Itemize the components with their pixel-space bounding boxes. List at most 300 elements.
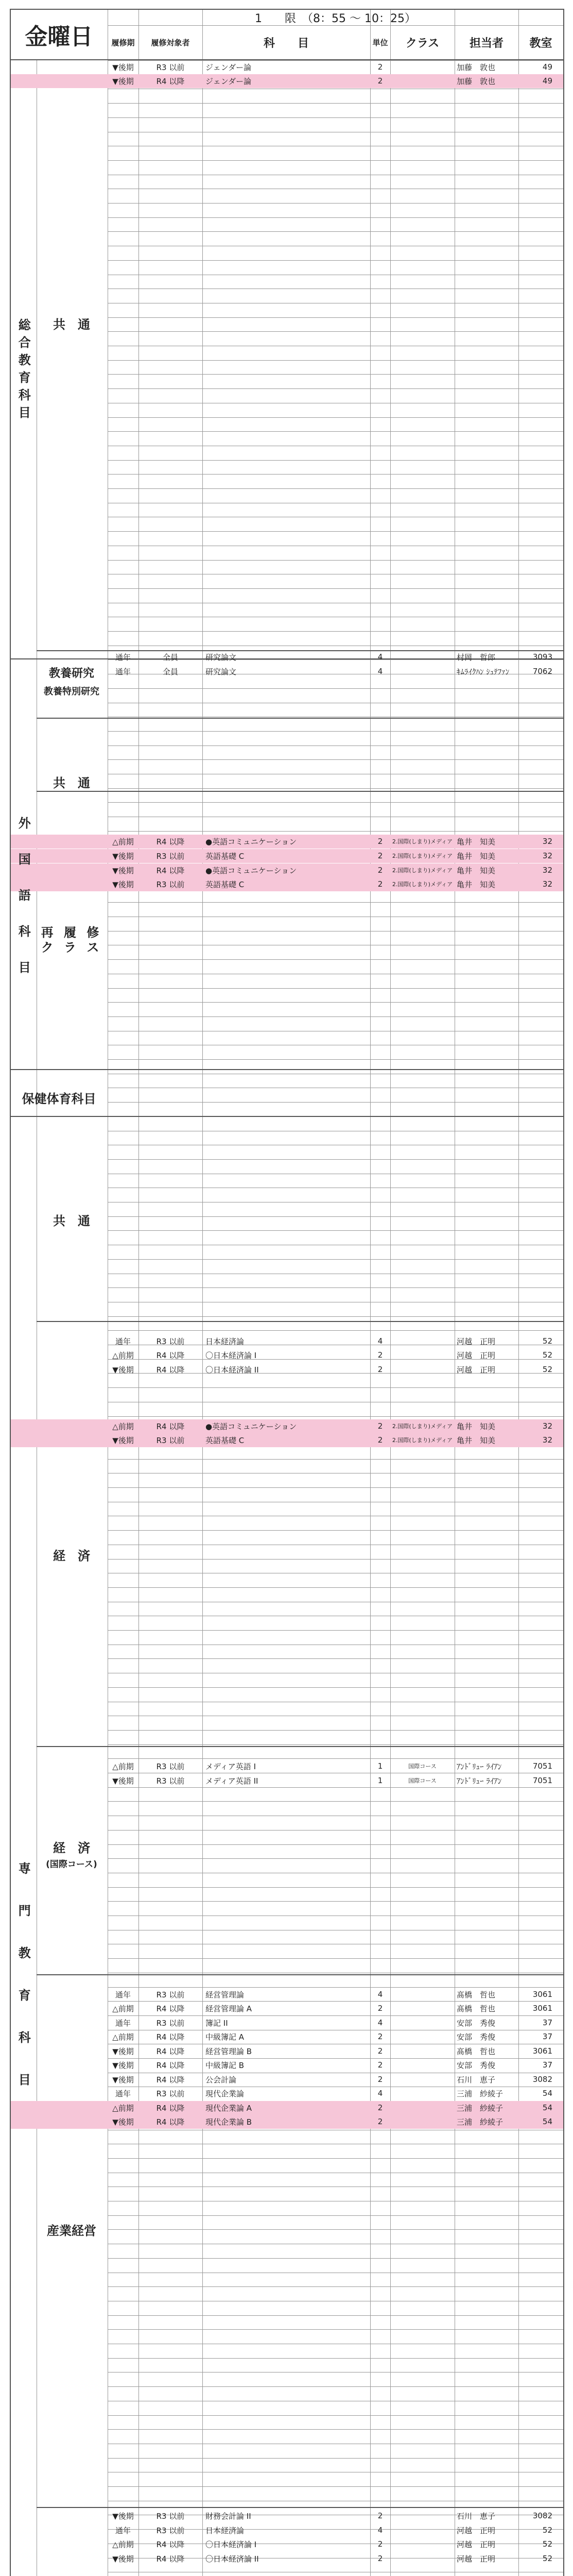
class-cell (390, 2115, 455, 2129)
row-line (108, 802, 563, 803)
course-row (11, 2509, 563, 2523)
row-line (108, 2415, 563, 2416)
course-row (11, 1348, 563, 1362)
term-cell: ▼後期 (112, 76, 134, 86)
subject-cell: ●英語コミュニケーション (205, 1421, 297, 1431)
room-cell: 3082 (532, 2075, 552, 2084)
units-cell: 1 (377, 1761, 383, 1771)
room-cell: 54 (542, 2103, 552, 2113)
target-cell: R4 以降 (156, 2554, 185, 2564)
units-cell: 2 (377, 2060, 383, 2070)
row-line (108, 1230, 563, 1231)
course-row (11, 74, 563, 88)
room-cell: 32 (542, 851, 552, 861)
row-line (108, 1801, 563, 1802)
subject-cell: 〇日本経済論 I (205, 1350, 257, 1360)
teacher-cell: 髙橋 哲也 (457, 2004, 496, 2013)
class-cell (390, 2073, 455, 2087)
class-cell (390, 2030, 455, 2044)
subject-cell: 〇日本経済論 II (205, 1365, 259, 1375)
subsection-divider (37, 791, 564, 792)
class-cell (390, 1334, 455, 1348)
course-row (11, 2115, 563, 2129)
teacher-cell: 村岡 哲郎 (457, 652, 496, 662)
row-line (108, 2158, 563, 2159)
row-line (108, 2386, 563, 2387)
course-row (11, 1759, 563, 1773)
class-cell: 2.国際(しまり)メディア (392, 838, 453, 845)
units-cell: 2 (377, 2004, 383, 2013)
term-cell: 通年 (115, 1336, 131, 1346)
category-general: 総合教育科目 (16, 318, 31, 423)
sub-management: 産業経営 (47, 2223, 96, 2238)
teacher-cell: 安部 秀俊 (457, 2018, 496, 2028)
units-cell: 2 (377, 2103, 383, 2113)
row-line (108, 2258, 563, 2259)
course-row (11, 2044, 563, 2058)
sub-general-research: 教養研究 (48, 667, 94, 680)
term-cell: 通年 (115, 667, 131, 676)
category-pe: 保健体育科目 (22, 1091, 96, 1106)
units-cell: 4 (377, 2089, 383, 2098)
teacher-cell: 河越 正明 (457, 2539, 496, 2549)
term-cell: △前期 (112, 2103, 134, 2113)
room-cell: 3061 (532, 1990, 552, 1999)
teacher-cell: ｷﾑﾗｲｸﾊﾝ ｼｭﾃﾌｧﾝ (457, 667, 510, 676)
term-cell: 通年 (115, 1990, 131, 1999)
row-line (108, 1730, 563, 1731)
row-line (108, 588, 563, 589)
column-line (370, 10, 371, 2576)
course-row (11, 849, 563, 863)
room-cell: 7051 (532, 1761, 552, 1771)
row-line (108, 902, 563, 903)
target-cell: R4 以降 (156, 2117, 185, 2127)
teacher-cell: 石川 恵子 (457, 2075, 496, 2084)
column-line (138, 10, 139, 2576)
row-line (108, 1587, 563, 1588)
class-cell: 2.国際(しまり)メディア (392, 853, 453, 860)
row-line (108, 160, 563, 161)
term-cell: ▼後期 (112, 2075, 134, 2084)
row-line (108, 560, 563, 561)
column-line (202, 10, 203, 2576)
term-cell: ▼後期 (112, 2060, 134, 2070)
class-cell (390, 2509, 455, 2523)
row-line (108, 388, 563, 389)
row-line (108, 1330, 563, 1331)
teacher-cell: 亀井 知美 (457, 866, 496, 875)
row-line (108, 2429, 563, 2430)
target-cell: 全員 (162, 667, 178, 676)
room-cell: 52 (542, 1336, 552, 1346)
row-line (108, 2358, 563, 2359)
room-cell: 7051 (532, 1776, 552, 1786)
units-cell: 2 (377, 1421, 383, 1431)
room-cell: 32 (542, 837, 552, 846)
course-row (11, 1334, 563, 1348)
class-cell (390, 2087, 455, 2100)
room-cell: 3061 (532, 2046, 552, 2056)
row-line (108, 745, 563, 746)
period-header: 1 限 （8：55 〜 10：25） (255, 12, 416, 25)
subsection-divider (37, 1321, 564, 1322)
row-line (108, 360, 563, 361)
target-cell: R4 以降 (156, 2103, 185, 2113)
room-cell: 37 (542, 2018, 552, 2028)
row-line (108, 2329, 563, 2330)
term-cell: △前期 (112, 2539, 134, 2549)
class-cell (390, 2002, 455, 2015)
target-cell: R3 以前 (156, 1761, 185, 1771)
course-row (11, 650, 563, 664)
row-line (108, 2229, 563, 2230)
units-cell: 2 (377, 1435, 383, 1445)
row-line (108, 531, 563, 532)
target-cell: R4 以降 (156, 1350, 185, 1360)
room-cell: 7062 (532, 667, 552, 676)
units-cell: 2 (377, 62, 383, 72)
row-line (108, 1459, 563, 1460)
row-line (108, 631, 563, 632)
subject-cell: 公会計論 (205, 2075, 237, 2084)
row-line (108, 2286, 563, 2287)
class-cell (390, 74, 455, 88)
teacher-cell: 安部 秀俊 (457, 2032, 496, 2042)
col-teacher: 担当者 (469, 37, 503, 50)
sub-major-common: 共 通 (53, 1213, 90, 1228)
row-line (108, 317, 563, 318)
row-line (108, 1016, 563, 1017)
row-line (108, 831, 563, 832)
course-row (11, 835, 563, 849)
class-cell (390, 665, 455, 679)
course-row (11, 2073, 563, 2087)
row-line (108, 1687, 563, 1688)
row-line (108, 1630, 563, 1631)
room-cell: 32 (542, 1421, 552, 1431)
row-line (108, 788, 563, 789)
day-title: 金曜日 (25, 24, 93, 50)
category-foreign: 外国語科目 (16, 817, 31, 997)
row-line (108, 759, 563, 760)
sub-economics-intl: 経 済 (53, 1840, 90, 1855)
target-cell: R4 以降 (156, 866, 185, 875)
teacher-cell: 亀井 知美 (457, 851, 496, 861)
teacher-cell: 河越 正明 (457, 1350, 496, 1360)
class-cell (390, 2537, 455, 2551)
target-cell: R3 以前 (156, 2526, 185, 2535)
subject-cell: ジェンダー論 (205, 76, 252, 86)
course-row (11, 2101, 563, 2115)
target-cell: R4 以降 (156, 2539, 185, 2549)
room-cell: 37 (542, 2032, 552, 2042)
row-line (108, 1059, 563, 1060)
target-cell: R3 以前 (156, 1990, 185, 1999)
class-cell (390, 1363, 455, 1377)
units-cell: 4 (377, 2018, 383, 2028)
subject-cell: 英語基礎 C (205, 851, 245, 861)
units-cell: 2 (377, 837, 383, 846)
term-cell: △前期 (112, 837, 134, 846)
units-cell: 2 (377, 879, 383, 889)
row-line (108, 988, 563, 989)
target-cell: R3 以前 (156, 851, 185, 861)
row-line (108, 431, 563, 432)
target-cell: R4 以降 (156, 1421, 185, 1431)
units-cell: 2 (377, 2046, 383, 2056)
term-cell: ▼後期 (112, 2117, 134, 2127)
teacher-cell: ｱﾝﾄﾞﾘｭｰ ﾗｲｱﾝ (457, 1776, 502, 1786)
target-cell: R4 以降 (156, 2060, 185, 2070)
subject-cell: 財務会計論 II (205, 2511, 251, 2521)
sub-general-common: 共 通 (53, 317, 90, 332)
units-cell: 2 (377, 2511, 383, 2521)
teacher-cell: 加藤 敦也 (457, 76, 496, 86)
room-cell: 3082 (532, 2511, 552, 2521)
course-row (11, 877, 563, 891)
term-cell: ▼後期 (112, 879, 134, 889)
term-cell: ▼後期 (112, 851, 134, 861)
teacher-cell: 河越 正明 (457, 1365, 496, 1375)
sub-general-research-special: 教養特別研究 (44, 686, 99, 698)
target-cell: R3 以前 (156, 2511, 185, 2521)
class-cell (390, 2044, 455, 2058)
units-cell: 2 (377, 1350, 383, 1360)
target-cell: R4 以降 (156, 1365, 185, 1375)
column-line (390, 10, 391, 2576)
course-row (11, 2552, 563, 2566)
subject-cell: 簿記 II (205, 2018, 228, 2028)
term-cell: ▼後期 (112, 2046, 134, 2056)
room-cell: 52 (542, 1350, 552, 1360)
subject-cell: ●英語コミュニケーション (205, 866, 297, 875)
units-cell: 2 (377, 2075, 383, 2084)
course-row (11, 1363, 563, 1377)
sub-economics: 経 済 (53, 1548, 90, 1563)
teacher-cell: 髙橋 哲也 (457, 1990, 496, 1999)
subject-cell: 中級簿記 B (205, 2060, 245, 2070)
room-cell: 52 (542, 2526, 552, 2535)
class-cell: 国際コース (408, 1763, 437, 1770)
term-cell: 通年 (115, 2089, 131, 2098)
course-row (11, 2087, 563, 2100)
term-cell: △前期 (112, 1421, 134, 1431)
row-line (108, 1287, 563, 1288)
timetable-grid (10, 9, 564, 2576)
sub-foreign-common: 共 通 (53, 775, 90, 790)
row-line (108, 2315, 563, 2316)
course-row (11, 2030, 563, 2044)
row-line (108, 1559, 563, 1560)
room-cell: 49 (542, 62, 552, 72)
class-cell (390, 2101, 455, 2115)
class-cell (390, 650, 455, 664)
units-cell: 2 (377, 866, 383, 875)
room-cell: 52 (542, 2539, 552, 2549)
units-cell: 4 (377, 1336, 383, 1346)
subject-cell: ジェンダー論 (205, 62, 252, 72)
target-cell: R4 以降 (156, 2075, 185, 2084)
row-line (108, 1830, 563, 1831)
teacher-cell: 河越 正明 (457, 1336, 496, 1346)
subject-cell: 日本経済論 (205, 2526, 245, 2535)
class-cell (390, 60, 455, 74)
target-cell: R4 以降 (156, 2046, 185, 2056)
room-cell: 3061 (532, 2004, 552, 2013)
teacher-cell: 加藤 敦也 (457, 62, 496, 72)
class-cell: 国際コース (408, 1777, 437, 1785)
column-line (518, 10, 519, 2576)
row-line (108, 1316, 563, 1317)
target-cell: R3 以前 (156, 1336, 185, 1346)
term-cell: ▼後期 (112, 2511, 134, 2521)
teacher-cell: 三浦 紗綾子 (457, 2103, 503, 2113)
class-cell (390, 2016, 455, 2030)
units-cell: 4 (377, 667, 383, 676)
col-term: 履修期 (111, 38, 135, 47)
target-cell: R3 以前 (156, 1435, 185, 1445)
term-cell: ▼後期 (112, 1776, 134, 1786)
row-line (108, 331, 563, 332)
course-row (11, 2523, 563, 2537)
row-line (108, 2486, 563, 2487)
row-line (108, 1259, 563, 1260)
subject-cell: 日本経済論 (205, 1336, 245, 1346)
term-cell: 通年 (115, 2018, 131, 2028)
teacher-cell: 亀井 知美 (457, 837, 496, 846)
class-cell (390, 2523, 455, 2537)
col-target: 履修対象者 (151, 38, 190, 47)
class-cell: 2.国際(しまり)メディア (392, 867, 453, 874)
sub-foreign-retake: 再 履 修 ク ラ ス (41, 925, 102, 955)
subject-cell: 現代企業論 A (205, 2103, 252, 2113)
teacher-cell: 三浦 紗綾子 (457, 2117, 503, 2127)
class-cell (390, 1348, 455, 1362)
teacher-cell: ｱﾝﾄﾞﾘｭｰ ﾗｲｱﾝ (457, 1761, 502, 1771)
teacher-cell: 亀井 知美 (457, 1421, 496, 1431)
target-cell: R4 以降 (156, 2004, 185, 2013)
class-cell: 2.国際(しまり)メディア (392, 1437, 453, 1444)
row-line (108, 1002, 563, 1003)
subsection-divider (37, 2507, 564, 2508)
section-divider (11, 1069, 564, 1070)
row-line (108, 1530, 563, 1531)
row-line (108, 217, 563, 218)
units-cell: 4 (377, 1990, 383, 1999)
teacher-cell: 河越 正明 (457, 2554, 496, 2564)
term-cell: △前期 (112, 2032, 134, 2042)
units-cell: 2 (377, 1365, 383, 1375)
col-room: 教室 (529, 37, 552, 50)
room-cell: 52 (542, 2554, 552, 2564)
row-line (108, 231, 563, 232)
units-cell: 2 (377, 2539, 383, 2549)
term-cell: △前期 (112, 2004, 134, 2013)
subject-cell: 研究論文 (205, 667, 237, 676)
row-line (108, 1844, 563, 1845)
subject-cell: 経営管理論 (205, 1990, 245, 1999)
teacher-cell: 三浦 紗綾子 (457, 2089, 503, 2098)
subject-cell: 研究論文 (205, 652, 237, 662)
term-cell: ▼後期 (112, 1365, 134, 1375)
units-cell: 4 (377, 2526, 383, 2535)
course-row (11, 1433, 563, 1447)
row-line (108, 959, 563, 960)
units-cell: 2 (377, 2554, 383, 2564)
course-row (11, 863, 563, 877)
row-line (108, 1887, 563, 1888)
target-cell: R4 以降 (156, 76, 185, 86)
target-cell: R4 以降 (156, 2032, 185, 2042)
subject-cell: ●英語コミュニケーション (205, 837, 297, 846)
category-major: 専門教育科目 (16, 1862, 31, 2115)
row-line (108, 1744, 563, 1745)
room-cell: 3093 (532, 652, 552, 662)
units-cell: 2 (377, 2032, 383, 2042)
row-line (108, 1901, 563, 1902)
room-cell: 54 (542, 2117, 552, 2127)
row-line (108, 117, 563, 118)
row-line (108, 2215, 563, 2216)
row-line (108, 1658, 563, 1659)
room-cell: 32 (542, 1435, 552, 1445)
col-units: 単位 (372, 38, 388, 47)
row-line (108, 1487, 563, 1488)
target-cell: 全員 (162, 652, 178, 662)
row-line (108, 1858, 563, 1859)
subject-cell: メディア英語 II (205, 1776, 258, 1786)
row-line (108, 417, 563, 418)
row-line (108, 688, 563, 689)
term-cell: ▼後期 (112, 2554, 134, 2564)
subject-cell: 現代企業論 (205, 2089, 245, 2098)
teacher-cell: 安部 秀俊 (457, 2060, 496, 2070)
row-line (108, 488, 563, 489)
target-cell: R3 以前 (156, 2089, 185, 2098)
units-cell: 2 (377, 2117, 383, 2127)
course-row (11, 2058, 563, 2072)
units-cell: 4 (377, 652, 383, 662)
target-cell: R3 以前 (156, 879, 185, 889)
target-cell: R4 以降 (156, 837, 185, 846)
term-cell: ▼後期 (112, 1435, 134, 1445)
row-line (108, 260, 563, 261)
course-row (11, 60, 563, 74)
course-row (11, 2016, 563, 2030)
course-row (11, 2002, 563, 2015)
room-cell: 52 (542, 1365, 552, 1375)
room-cell: 32 (542, 879, 552, 889)
row-line (108, 1102, 563, 1103)
row-line (108, 460, 563, 461)
subject-cell: 〇日本経済論 I (205, 2539, 257, 2549)
subject-cell: 中級簿記 A (205, 2032, 245, 2042)
section-divider (11, 1116, 564, 1117)
term-cell: 通年 (115, 652, 131, 662)
term-cell: △前期 (112, 1350, 134, 1360)
units-cell: 2 (377, 851, 383, 861)
row-line (108, 103, 563, 104)
course-row (11, 1419, 563, 1433)
room-cell: 49 (542, 76, 552, 86)
course-row (11, 2537, 563, 2551)
room-cell: 32 (542, 866, 552, 875)
subject-cell: 英語基礎 C (205, 879, 245, 889)
subject-cell: メディア英語 I (205, 1761, 256, 1771)
subsection-divider (37, 1746, 564, 1747)
row-line (108, 1416, 563, 1417)
